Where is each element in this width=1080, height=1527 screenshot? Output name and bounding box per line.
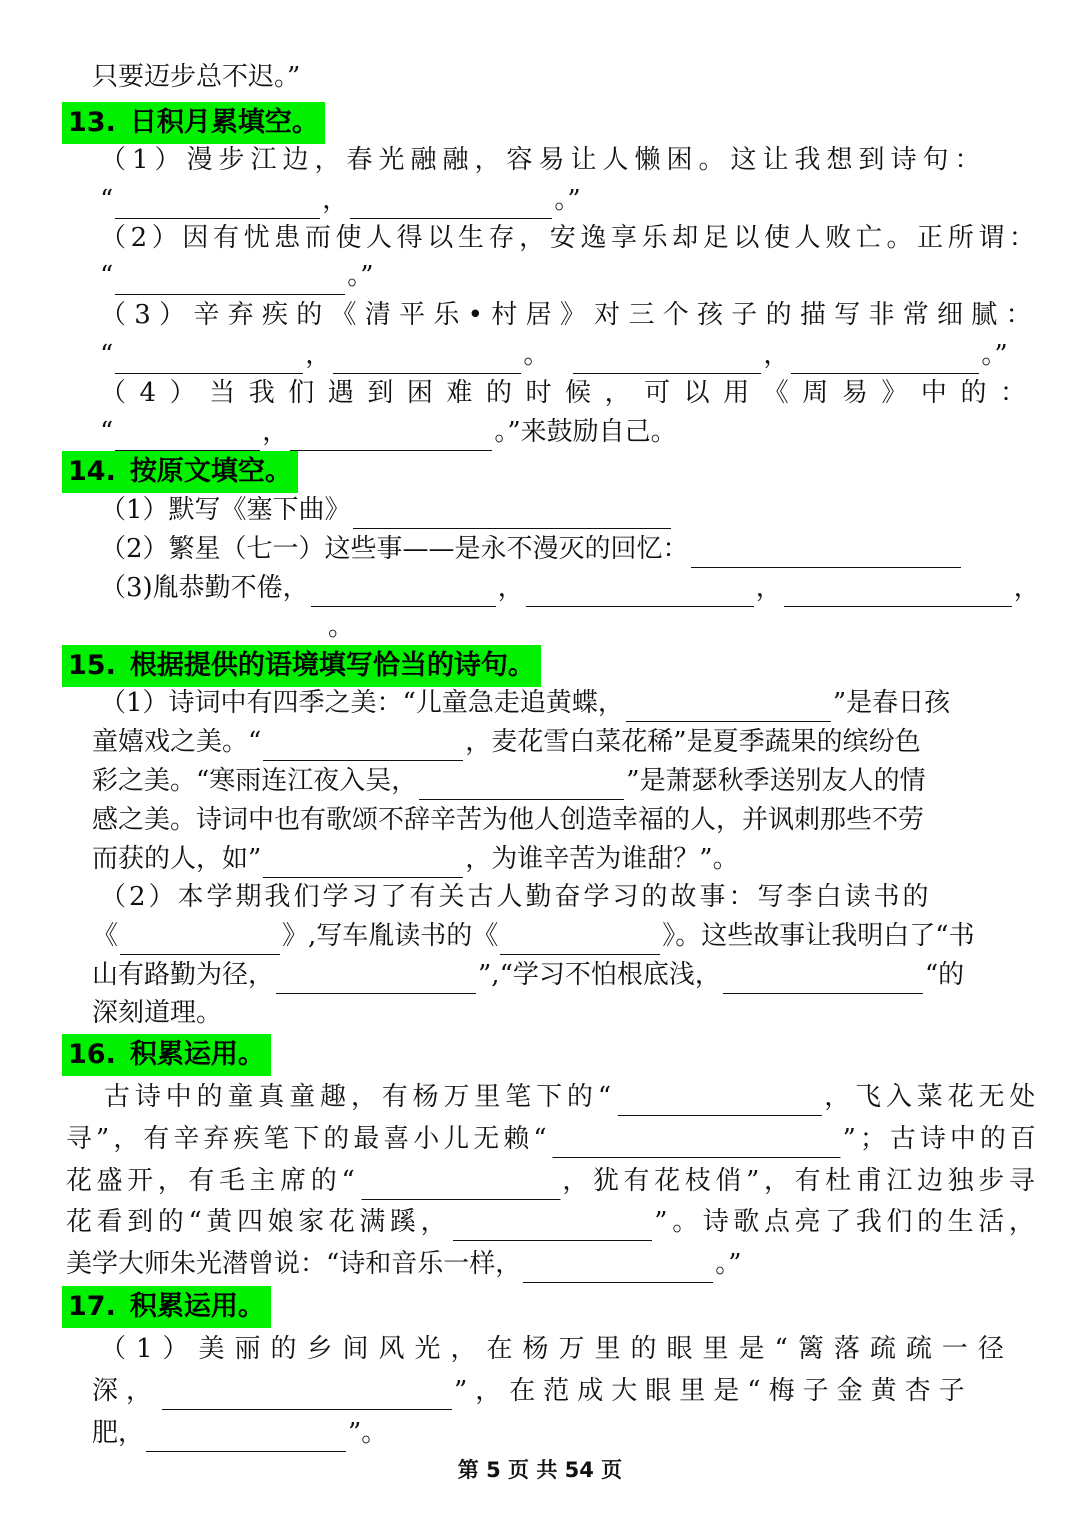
question-17-heading — [62, 1286, 271, 1328]
fill-line — [66, 1245, 742, 1283]
text: 寻”，有辛弃疾笔下的最喜小儿无赖“ — [66, 1124, 551, 1154]
question-16-heading — [62, 1034, 271, 1076]
question-title: 按原文填空。 — [129, 456, 292, 487]
text: ， — [262, 417, 289, 447]
text-line: （3）辛弃疾的《清平乐•村居》对三个孩子的描写非常细腻： — [100, 300, 1040, 330]
text: 肥， — [92, 1418, 145, 1448]
answer-blank[interactable] — [526, 576, 754, 607]
answer-blank[interactable] — [333, 343, 521, 374]
text: 》,写车胤读书的《 — [282, 921, 499, 951]
answer-blank[interactable] — [361, 1169, 560, 1200]
question-number: 13. — [68, 107, 116, 138]
text: ， — [763, 340, 790, 370]
answer-blank[interactable] — [453, 1210, 652, 1241]
text: 山有路勤为径， — [92, 960, 275, 990]
fill-line — [100, 336, 1008, 374]
answer-blank[interactable] — [290, 420, 492, 451]
text: 《 — [92, 921, 119, 951]
question-14-heading — [62, 451, 298, 493]
answer-blank[interactable] — [263, 730, 463, 761]
text-line: 深刻道理。 — [92, 998, 223, 1028]
text-line: （1）漫步江边，春光融融，容易让人懒困。这让我想到诗句： — [100, 145, 987, 175]
fill-line — [100, 684, 950, 722]
answer-blank[interactable] — [500, 924, 660, 955]
answer-blank[interactable] — [162, 1379, 452, 1410]
text: ”，在范成大眼里是“梅子金黄杏子 — [454, 1376, 973, 1406]
answer-blank[interactable] — [115, 188, 320, 219]
text: 。” — [715, 1249, 742, 1279]
text: （2）繁星（七一）这些事——是永不漫灭的回忆： — [100, 534, 689, 564]
text: 。” — [347, 261, 374, 291]
answer-blank[interactable] — [723, 963, 923, 994]
text-line: （1）美丽的乡间风光，在杨万里的眼里是“篱落疏疏一径 — [100, 1334, 1014, 1364]
text: “ — [100, 340, 114, 370]
text: “ — [100, 185, 114, 215]
text: ，飞入菜花无处 — [824, 1082, 1041, 1112]
answer-blank[interactable] — [263, 847, 463, 878]
question-number: 14. — [68, 456, 116, 487]
text: 童嬉戏之美。“ — [92, 727, 262, 757]
answer-blank[interactable] — [350, 188, 552, 219]
question-number: 17. — [68, 1291, 116, 1322]
text: “ — [100, 417, 114, 447]
fill-line — [100, 530, 963, 568]
text: 。” — [554, 185, 581, 215]
answer-blank[interactable] — [573, 343, 761, 374]
fill-line — [100, 491, 673, 529]
text: 深， — [92, 1376, 161, 1406]
fill-line — [100, 181, 581, 219]
text: （1）诗词中有四季之美：“儿童急走追黄蝶， — [100, 688, 624, 718]
fill-line — [104, 1078, 1040, 1116]
text: ，犹有花枝俏”，有杜甫江边独步寻 — [562, 1166, 1040, 1196]
text: ， — [755, 573, 782, 603]
text: “的 — [924, 960, 965, 990]
answer-blank[interactable] — [146, 1421, 346, 1452]
text: ，麦花雪白菜花稀”是夏季蔬果的缤纷色 — [465, 727, 921, 757]
fill-line — [66, 1203, 1040, 1241]
fill-line — [92, 917, 975, 955]
text: ， — [1013, 573, 1040, 603]
answer-blank[interactable] — [791, 343, 979, 374]
fill-line — [92, 762, 926, 800]
fill-line — [92, 956, 964, 994]
fill-line — [92, 840, 739, 878]
text: ， — [497, 573, 524, 603]
fill-line — [100, 257, 374, 295]
text: ”,“学习不怕根底浅， — [478, 960, 721, 990]
answer-blank[interactable] — [94, 615, 326, 646]
answer-blank[interactable] — [691, 537, 961, 568]
question-title: 积累运用。 — [129, 1291, 265, 1322]
text: 古诗中的童真童趣，有杨万里笔下的“ — [104, 1082, 617, 1112]
text: ，为谁辛苦为谁甜？”。 — [465, 844, 739, 874]
text: 。” — [981, 340, 1008, 370]
text-line: （4）当我们遇到困难的时候，可以用《周易》中的： — [100, 378, 1040, 408]
text-line: （2）因有忧患而使人得以生存，安逸享乐却足以使人败亡。正所谓： — [100, 223, 1040, 253]
fill-line — [100, 413, 677, 451]
text: 。 — [523, 340, 550, 370]
fill-line — [92, 723, 921, 761]
text: （3)胤恭勤不倦， — [100, 573, 309, 603]
fill-line — [92, 608, 354, 646]
fill-line — [100, 569, 1040, 607]
answer-blank[interactable] — [419, 769, 624, 800]
fill-line — [92, 1414, 387, 1452]
fill-line — [66, 1120, 1040, 1158]
text: 》。这些故事让我明白了“书 — [662, 921, 975, 951]
question-number: 16. — [68, 1039, 116, 1070]
text: 美学大师朱光潜曾说：“诗和音乐一样， — [66, 1249, 522, 1279]
answer-blank[interactable] — [311, 576, 496, 607]
text: ， — [305, 340, 332, 370]
text: ”是春日孩 — [832, 688, 951, 718]
answer-blank[interactable] — [784, 576, 1012, 607]
answer-blank[interactable] — [626, 691, 831, 722]
answer-blank[interactable] — [115, 264, 345, 295]
text: ”。诗歌点亮了我们的生活， — [654, 1207, 1040, 1237]
text: 。”来鼓励自己。 — [494, 417, 677, 447]
fill-line — [92, 1372, 973, 1410]
text: “ — [100, 261, 114, 291]
text: 花盛开，有毛主席的“ — [66, 1166, 360, 1196]
answer-blank[interactable] — [120, 924, 280, 955]
text-line: 感之美。诗词中也有歌颂不辞辛苦为他人创造幸福的人，并讽刺那些不劳 — [92, 805, 925, 835]
text: ”。 — [348, 1418, 388, 1448]
answer-blank[interactable] — [553, 1127, 841, 1158]
question-title: 日积月累填空。 — [129, 107, 319, 138]
question-13-heading — [62, 102, 325, 144]
answer-blank[interactable] — [276, 963, 476, 994]
text: ”；古诗中的百 — [842, 1124, 1041, 1154]
page-number: 第 5 页 共 54 页 — [457, 1458, 623, 1482]
text: 而获的人，如” — [92, 844, 262, 874]
answer-blank[interactable] — [115, 420, 260, 451]
text-line: 只要迈步总不迟。” — [92, 62, 301, 92]
text: ， — [322, 185, 349, 215]
question-number: 15. — [68, 650, 116, 681]
question-title: 根据提供的语境填写恰当的诗句。 — [129, 650, 535, 681]
text: 花看到的“黄四娘家花满蹊， — [66, 1207, 452, 1237]
text: 。 — [328, 612, 355, 642]
fill-line — [66, 1162, 1040, 1200]
text: ”是萧瑟秋季送别友人的情 — [626, 766, 926, 796]
answer-blank[interactable] — [523, 1252, 713, 1283]
answer-blank[interactable] — [115, 343, 303, 374]
text: （1）默写《塞下曲》 — [100, 495, 351, 525]
text-line: （2）本学期我们学习了有关古人勤奋学习的故事：写李白读书的 — [100, 882, 932, 912]
answer-blank[interactable] — [353, 498, 671, 529]
text: 彩之美。“寒雨连江夜入吴， — [92, 766, 418, 796]
question-15-heading — [62, 645, 541, 687]
answer-blank[interactable] — [618, 1085, 822, 1116]
question-title: 积累运用。 — [129, 1039, 265, 1070]
